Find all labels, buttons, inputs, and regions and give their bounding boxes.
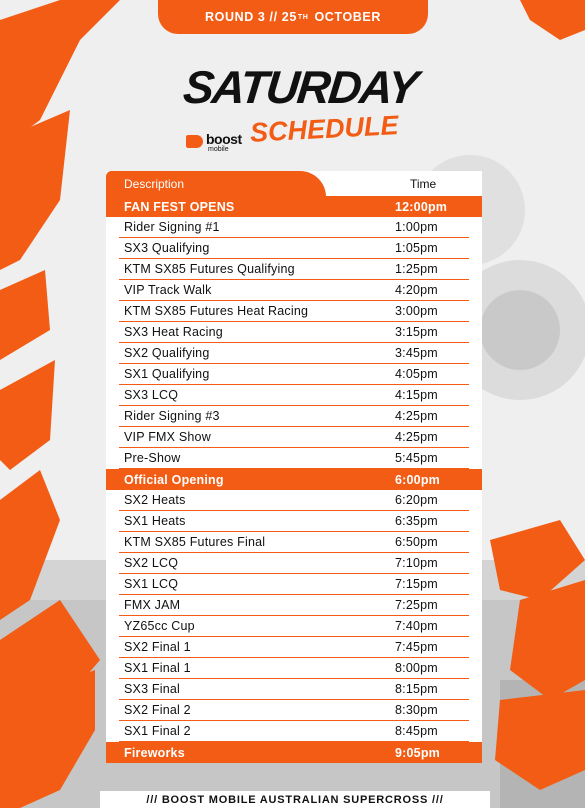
event-time: 8:15pm — [395, 682, 438, 696]
event-time: 7:15pm — [395, 577, 438, 591]
round-label: ROUND 3 // 25 — [205, 10, 297, 24]
schedule-row — [119, 679, 469, 700]
event-time: 3:45pm — [395, 346, 438, 360]
column-header-description: Description — [124, 177, 185, 191]
event-description: SX2 Qualifying — [124, 346, 210, 360]
event-time: 4:25pm — [395, 409, 438, 423]
schedule-row — [119, 280, 469, 301]
schedule-row — [119, 658, 469, 679]
schedule-row — [106, 742, 482, 763]
schedule-row — [119, 553, 469, 574]
event-description: SX2 Final 1 — [124, 640, 191, 654]
schedule-row — [119, 448, 469, 469]
event-time: 7:10pm — [395, 556, 438, 570]
event-time: 6:00pm — [395, 472, 440, 487]
event-time: 4:05pm — [395, 367, 438, 381]
schedule-row — [119, 721, 469, 742]
event-time: 4:15pm — [395, 388, 438, 402]
event-description: Fireworks — [124, 745, 185, 760]
event-description: SX3 Final — [124, 682, 180, 696]
event-description: FAN FEST OPENS — [124, 199, 235, 214]
event-time: 8:00pm — [395, 661, 438, 675]
event-time: 9:05pm — [395, 745, 440, 760]
event-time: 12:00pm — [395, 199, 448, 214]
round-date-suffix: TH — [297, 13, 309, 21]
event-description: SX1 LCQ — [124, 577, 179, 591]
event-time: 4:25pm — [395, 430, 438, 444]
event-description: SX1 Heats — [124, 514, 186, 528]
page-subtitle: SCHEDULE — [249, 110, 400, 148]
event-time: 5:45pm — [395, 451, 438, 465]
event-description: VIP Track Walk — [124, 283, 212, 297]
event-description: SX3 Qualifying — [124, 241, 210, 255]
event-time: 1:05pm — [395, 241, 438, 255]
schedule-row — [119, 217, 469, 238]
event-description: SX2 Heats — [124, 493, 186, 507]
event-description: Official Opening — [124, 472, 224, 487]
event-description: Rider Signing #3 — [124, 409, 220, 423]
schedule-row — [119, 364, 469, 385]
schedule-row — [119, 511, 469, 532]
event-description: Pre-Show — [124, 451, 181, 465]
boost-logo-icon — [186, 135, 203, 148]
event-time: 3:15pm — [395, 325, 438, 339]
event-description: FMX JAM — [124, 598, 181, 612]
logo-word: boost — [206, 131, 242, 147]
schedule-row — [119, 343, 469, 364]
schedule-row — [119, 616, 469, 637]
schedule-row — [106, 469, 482, 490]
schedule-table — [106, 196, 482, 763]
event-time: 7:40pm — [395, 619, 438, 633]
schedule-row — [119, 637, 469, 658]
schedule-row — [119, 259, 469, 280]
schedule-row — [119, 574, 469, 595]
event-time: 1:25pm — [395, 262, 438, 276]
event-time: 1:00pm — [395, 220, 438, 234]
event-time: 6:50pm — [395, 535, 438, 549]
round-banner — [158, 0, 428, 34]
schedule-row — [119, 238, 469, 259]
event-time: 4:20pm — [395, 283, 438, 297]
event-description: SX1 Final 1 — [124, 661, 191, 675]
event-description: SX1 Final 2 — [124, 724, 191, 738]
schedule-row — [119, 322, 469, 343]
event-time: 7:25pm — [395, 598, 438, 612]
event-description: SX1 Qualifying — [124, 367, 210, 381]
event-time: 3:00pm — [395, 304, 438, 318]
event-description: KTM SX85 Futures Final — [124, 535, 266, 549]
column-header-time: Time — [410, 177, 437, 191]
logo-subword: mobile — [208, 146, 229, 153]
event-description: KTM SX85 Futures Qualifying — [124, 262, 295, 276]
event-description: SX2 LCQ — [124, 556, 179, 570]
footer-banner: /// BOOST MOBILE AUSTRALIAN SUPERCROSS /// — [100, 791, 490, 808]
event-description: KTM SX85 Futures Heat Racing — [124, 304, 309, 318]
schedule-row — [119, 301, 469, 322]
event-description: VIP FMX Show — [124, 430, 211, 444]
schedule-row — [119, 385, 469, 406]
event-time: 6:20pm — [395, 493, 438, 507]
event-time: 8:45pm — [395, 724, 438, 738]
boost-mobile-logo — [186, 133, 246, 155]
event-description: SX3 Heat Racing — [124, 325, 223, 339]
event-time: 7:45pm — [395, 640, 438, 654]
event-time: 6:35pm — [395, 514, 438, 528]
schedule-row — [119, 700, 469, 721]
schedule-row — [119, 427, 469, 448]
schedule-row — [119, 490, 469, 511]
event-description: SX2 Final 2 — [124, 703, 191, 717]
schedule-row — [119, 406, 469, 427]
event-time: 8:30pm — [395, 703, 438, 717]
schedule-row — [106, 196, 482, 217]
event-description: SX3 LCQ — [124, 388, 179, 402]
round-month: OCTOBER — [314, 10, 381, 24]
schedule-row — [119, 595, 469, 616]
schedule-row — [119, 532, 469, 553]
event-description: YZ65cc Cup — [124, 619, 195, 633]
event-description: Rider Signing #1 — [124, 220, 220, 234]
page-title: SATURDAY — [180, 61, 420, 113]
